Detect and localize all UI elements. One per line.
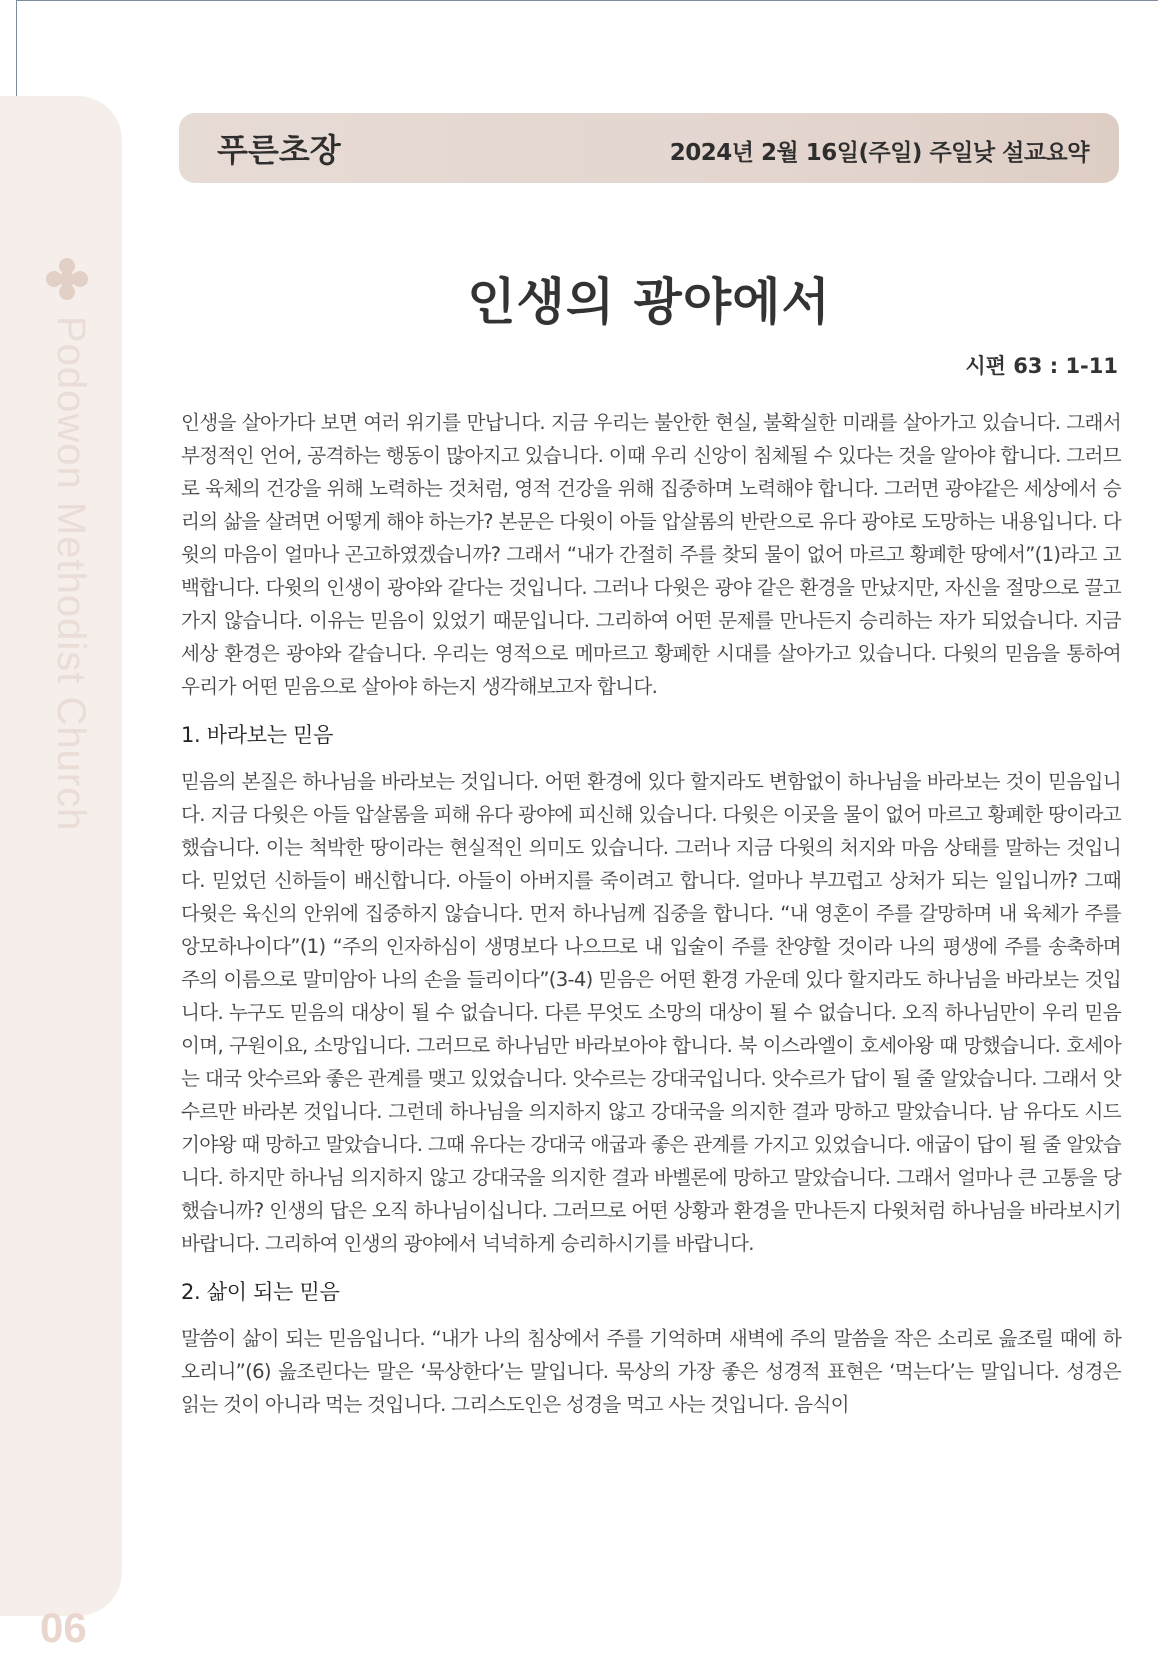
sermon-body — [181, 406, 1121, 1421]
section-1-body: 믿음의 본질은 하나님을 바라보는 것입니다. 어떤 환경에 있다 할지라도 변함없이 하나님을 바라보는 것이 믿음입니다. 지금 다윗은 아들 압살롬을 피해 유다 광야에 피신해 있습니다. 다윗은 이곳을 물이 없어 마르고 황폐한 땅이라고 했습니다. 이는 척박한 땅이라는 현실적인 의미도 있습니다. 그러나 지금 다윗의 처지와 마음 상태를 말하는 것입니다. 믿었던 신하들이 배신합니다. 아들이 아버지를 죽이려고 합니다. 얼마나 부끄럽고 상처가 되는 일입니까? 그때 다윗은 육신의 안위에 집중하지 않습니다. 먼저 하나님께 집중을 합니다. “내 영혼이 주를 갈망하며 내 육체가 주를 앙모하나이다”(1) “주의 인자하심이 생명보다 나으므로 내 입술이 주를 찬양할 것이라 나의 평생에 주를 송축하며 주의 이름으로 말미암아 나의 손을 들리이다”(3-4) 믿음은 어떤 환경 가운데 있다 할지라도 하나님을 바라보는 것입니다. 누구도 믿음의 대상이 될 수 없습니다. 다른 무엇도 소망의 대상이 될 수 없습니다. 오직 하나님만이 우리 믿음이며, 구원이요, 소망입니다. 그러므로 하나님만 바라보아야 합니다. 북 이스라엘이 호세아왕 때 망했습니다. 호세아는 대국 앗수르와 좋은 관계를 맺고 있었습니다. 앗수르는 강대국입니다. 앗수르가 답이 될 줄 알았습니다. 그래서 앗수르만 바라본 것입니다. 그런데 하나님을 의지하지 않고 강대국을 의지한 결과 망하고 말았습니다. 남 유다도 시드기야왕 때 망하고 말았습니다. 그때 유다는 강대국 애굽과 좋은 관계를 가지고 있었습니다. 애굽이 답이 될 줄 알았습니다. 하지만 하나님 의지하지 않고 강대국을 의지한 결과 바벨론에 망하고 말았습니다. 그래서 얼마나 큰 고통을 당했습니까? 인생의 답은 오직 하나님이십니다. 그러므로 어떤 상황과 환경을 만나든지 다윗처럼 하나님을 바라보시기 바랍니다. 그리하여 인생의 광야에서 넉넉하게 승리하시기를 바랍니다. — [181, 770, 1121, 1255]
sidebar — [0, 96, 122, 1651]
section-2-heading: 2. 삶이 되는 믿음 — [181, 1280, 340, 1304]
section-1-heading: 1. 바라보는 믿음 — [181, 723, 334, 747]
church-name-vertical: Podowon Methodist Church — [49, 316, 93, 832]
scripture-reference: 시편 63 : 1-11 — [965, 354, 1118, 378]
section-label: 푸른초장 — [217, 131, 341, 169]
sermon-date: 2024년 2월 16일(주일) 주일낮 설교요약 — [669, 140, 1089, 166]
page-number: 06 — [40, 1604, 87, 1651]
section-2-body: 말씀이 삶이 되는 믿음입니다. “내가 나의 침상에서 주를 기억하며 새벽에 주의 말씀을 작은 소리로 읊조릴 때에 하오리니”(6) 읊조린다는 말은 ‘묵상한다’는 말입니다. 묵상의 가장 좋은 성경적 표현은 ‘먹는다’는 말입니다. 성경은 읽는 것이 아니라 먹는 것입니다. 그리스도인은 성경을 먹고 사는 것입니다. 음식이 — [181, 1327, 1121, 1416]
quatrefoil-icon — [44, 256, 90, 302]
section-header — [179, 113, 1119, 183]
page-border-left — [16, 0, 17, 96]
intro-paragraph: 인생을 살아가다 보면 여러 위기를 만납니다. 지금 우리는 불안한 현실, 불확실한 미래를 살아가고 있습니다. 그래서 부정적인 언어, 공격하는 행동이 많아지고 있습니다. 이때 우리 신앙이 침체될 수 있다는 것을 알아야 합니다. 그러므로 육체의 건강을 위해 노력하는 것처럼, 영적 건강을 위해 집중하며 노력해야 합니다. 그러면 광야같은 세상에서 승리의 삶을 살려면 어떻게 해야 하는가? 본문은 다윗이 아들 압살롬의 반란으로 유다 광야로 도망하는 내용입니다. 다윗의 마음이 얼마나 곤고하였겠습니까? 그래서 “내가 간절히 주를 찾되 물이 없어 마르고 황폐한 땅에서”(1)라고 고백합니다. 다윗의 인생이 광야와 같다는 것입니다. 그러나 다윗은 광야 같은 환경을 만났지만, 자신을 절망으로 끌고 가지 않습니다. 이유는 믿음이 있었기 때문입니다. 그리하여 어떤 문제를 만나든지 승리하는 자가 되었습니다. 지금 세상 환경은 광야와 같습니다. 우리는 영적으로 메마르고 황폐한 시대를 살아가고 있습니다. 다윗의 믿음을 통하여 우리가 어떤 믿음으로 살아야 하는지 생각해보고자 합니다. — [181, 411, 1121, 698]
page-border-top — [16, 0, 1158, 1]
sermon-title: 인생의 광야에서 — [467, 272, 831, 331]
